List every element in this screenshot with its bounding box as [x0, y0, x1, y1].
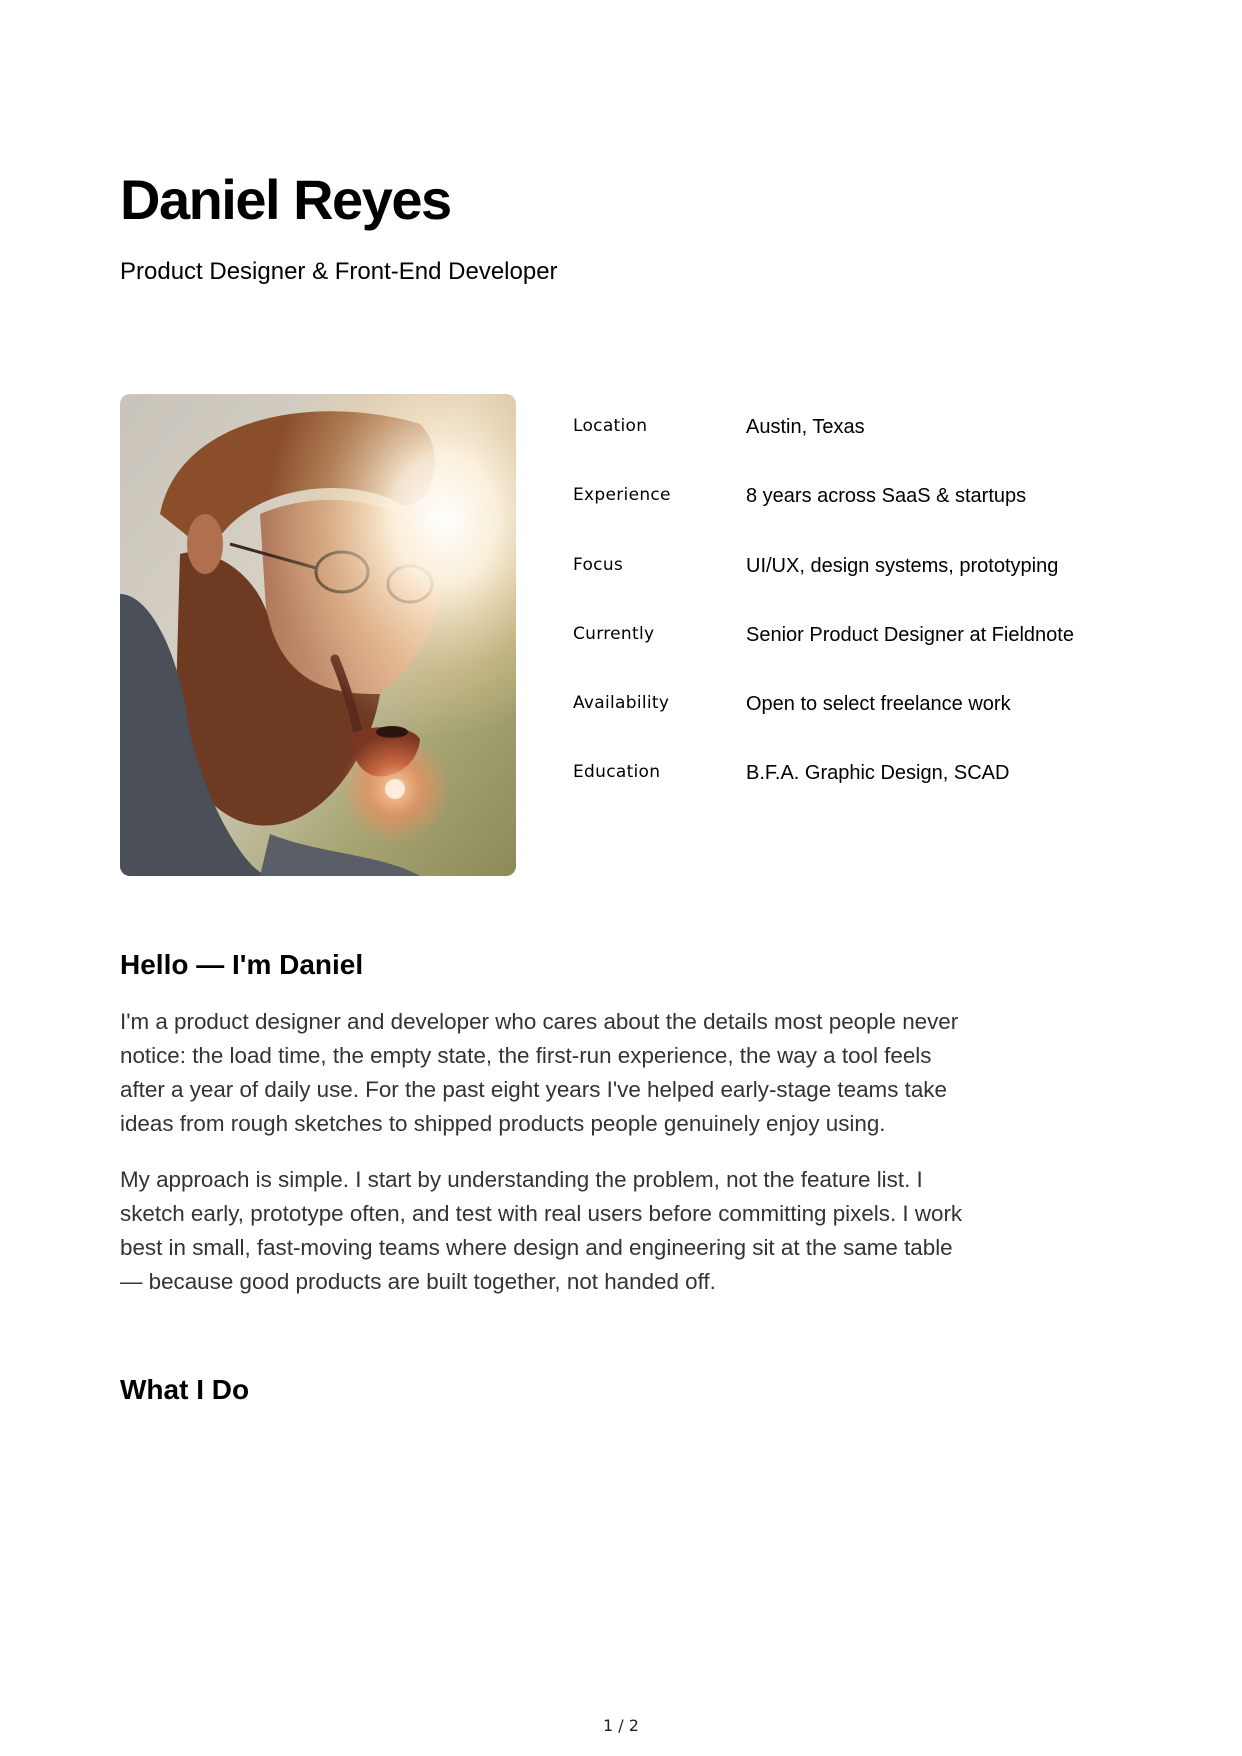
fact-value: 8 years across SaaS & startups: [746, 485, 1027, 508]
profile-photo: [120, 394, 516, 876]
fact-experience: [573, 479, 1133, 548]
page-number: 1 / 2: [603, 1716, 639, 1735]
fact-value: UI/UX, design systems, prototyping: [746, 554, 1059, 577]
fact-label: Availability: [573, 693, 670, 714]
fact-label: Location: [573, 416, 648, 436]
profile-title: Product Designer & Front-End Developer: [120, 258, 558, 285]
about-heading: Hello — I'm Daniel: [120, 949, 364, 980]
about-paragraph: I'm a product designer and developer who cares about the details most people never notice: the load time, the empty state, the first-run experience, the way a tool feels after a year of daily use. For the past eight years I've helped early-stage teams take ideas from rough sketches to shipped products people genuinely enjoy using.: [120, 1009, 959, 1136]
fact-currently: [573, 618, 1133, 687]
fact-focus: [573, 549, 1133, 618]
fact-location: [573, 410, 1133, 479]
fact-label: Experience: [573, 485, 671, 506]
fact-availability: [573, 687, 1133, 756]
profile-facts: [573, 410, 1133, 826]
fact-value: Senior Product Designer at Fieldnote: [746, 623, 1074, 646]
fact-label: Focus: [573, 554, 624, 575]
fact-value: B.F.A. Graphic Design, SCAD: [746, 762, 1010, 785]
fact-education: [573, 756, 1133, 825]
profile-name: Daniel Reyes: [120, 168, 451, 231]
about-paragraph: My approach is simple. I start by understanding the problem, not the feature list. I sketch early, prototype often, and test with real users before committing pixels. I work best in small, fast-moving teams where design and engineering sit at the same table — because good products are built together, not handed off.: [120, 1167, 963, 1294]
fact-label: Currently: [573, 623, 655, 644]
fact-label: Education: [573, 762, 661, 783]
fact-value: Austin, Texas: [746, 416, 865, 438]
services-heading: What I Do: [120, 1374, 250, 1405]
fact-value: Open to select freelance work: [746, 693, 1011, 716]
